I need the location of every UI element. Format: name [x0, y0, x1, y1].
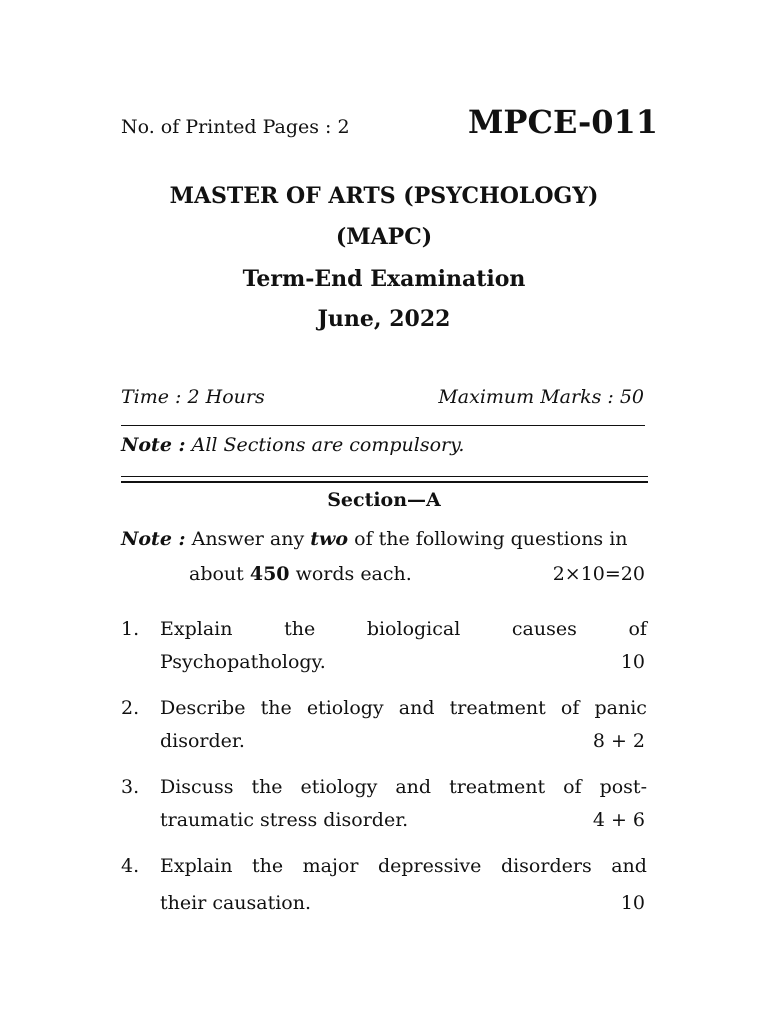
question-word: post- — [599, 776, 647, 798]
question-word: and — [611, 855, 647, 877]
question-text-line2: their causation. — [160, 892, 312, 914]
question-text-line1 — [160, 618, 647, 640]
question-word: the — [260, 697, 292, 719]
question-word: and — [395, 776, 432, 798]
section-note-post: of the following questions in — [354, 528, 628, 550]
question-word: etiology — [306, 697, 384, 719]
general-note — [121, 434, 464, 456]
question-word: panic — [594, 697, 647, 719]
question-text-line2: traumatic stress disorder. — [160, 809, 409, 831]
question-marks: 10 — [620, 651, 645, 673]
programme-title: MASTER OF ARTS (PSYCHOLOGY) — [169, 183, 599, 209]
question-word: biological — [366, 618, 461, 640]
question-marks: 4 + 6 — [592, 809, 645, 831]
question-word: causes — [511, 618, 577, 640]
question-word: and — [398, 697, 435, 719]
question-text-line2: disorder. — [160, 730, 245, 752]
note-label: Note : — [121, 434, 186, 456]
section-note-pre: Answer any — [191, 528, 305, 550]
question-text-line1 — [160, 697, 647, 719]
section-note-line2 — [189, 563, 412, 585]
section-note-emph: two — [310, 528, 349, 550]
question-word: of — [560, 697, 580, 719]
question-word: the — [284, 618, 316, 640]
question-word: of — [563, 776, 582, 798]
maximum-marks: Maximum Marks : 50 — [438, 386, 644, 408]
question-marks: 8 + 2 — [592, 730, 645, 752]
divider — [121, 425, 645, 426]
exam-time: Time : 2 Hours — [121, 386, 265, 408]
question-number: 2. — [121, 697, 140, 719]
exam-session: June, 2022 — [317, 306, 451, 332]
question-word: depressive — [377, 855, 482, 877]
double-divider-top — [121, 476, 648, 477]
question-word: the — [251, 776, 283, 798]
question-word: the — [252, 855, 284, 877]
question-word: etiology — [300, 776, 378, 798]
section-note — [121, 528, 647, 585]
section-heading: Section—A — [327, 489, 441, 511]
exam-type: Term-End Examination — [242, 266, 526, 292]
question-text-line1 — [160, 855, 647, 877]
section-note-line2-pre: about — [189, 563, 244, 585]
question-word: Explain — [160, 618, 233, 640]
section-note-line2-post: words each. — [295, 563, 412, 585]
question-word: Discuss — [160, 776, 234, 798]
question-word: disorders — [500, 855, 592, 877]
question-number: 1. — [121, 618, 140, 640]
double-divider-bottom — [121, 481, 648, 483]
question-word: Describe — [160, 697, 246, 719]
question-marks: 10 — [620, 892, 645, 914]
question-word: Explain — [160, 855, 233, 877]
question-word: major — [302, 855, 359, 877]
question-word: treatment — [449, 776, 546, 798]
note-text: All Sections are compulsory. — [191, 434, 465, 456]
question-number: 3. — [121, 776, 140, 798]
section-note-word-count: 450 — [249, 563, 290, 585]
question-word: of — [628, 618, 647, 640]
question-text-line2: Psychopathology. — [160, 651, 326, 673]
section-marks: 2×10=20 — [552, 563, 645, 585]
question-text-line1 — [160, 776, 647, 798]
programme-abbr: (MAPC) — [335, 224, 433, 250]
question-number: 4. — [121, 855, 140, 877]
course-code: MPCE-011 — [468, 103, 659, 141]
printed-pages-count: No. of Printed Pages : 2 — [121, 116, 350, 138]
section-note-label: Note : — [121, 528, 186, 550]
question-word: treatment — [449, 697, 546, 719]
